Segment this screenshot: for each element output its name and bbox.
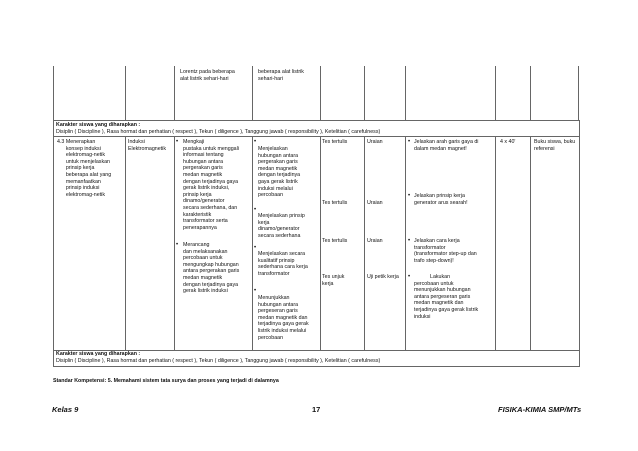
footer-class-label: Kelas 9: [52, 405, 79, 414]
bullet-icon: •: [254, 207, 257, 213]
instrumen-2: Jelaskan prinsip kerja generator arus searah!: [414, 193, 468, 206]
kegiatan-item-1: Mengkaji pustaka untuk menggali informasi tentang hubungan antara pergerakan garis medan magnetik dengan terjadinya gaya gerak listrik induksi, prinsip kerja dinamo/generator secara sederhana, dan karakteristik transformator serta penerapannya: [183, 139, 239, 231]
bentuk-4: Uji petik kerja: [367, 274, 399, 280]
standar-kompetensi: Standar Kompetensi: 5. Memahami sistem tata surya dan proses yang terjadi di dalamnya: [53, 378, 279, 384]
footer-subject-label: FISIKA-KIMIA SMP/MTs: [498, 405, 582, 414]
bullet-icon: •: [176, 139, 179, 145]
indikator-item-3: Menjelaskan secara kualitatif prinsip sederhana cara kerja transformator: [258, 251, 308, 277]
bullet-icon: •: [254, 139, 257, 145]
bullet-icon: •: [254, 288, 257, 294]
instrumen-3: Jelaskan cara kerja transformator (transformator step-up dan trafo step-down)!: [414, 238, 477, 264]
teknik-2: Tes tertulis: [322, 200, 348, 206]
teknik-4: Tes unjuk kerja: [322, 274, 345, 287]
bentuk-1: Uraian: [367, 139, 383, 145]
top-indikator-text: beberapa alat listrik sehari-hari: [258, 69, 304, 82]
bullet-icon: •: [254, 245, 257, 251]
kompetensi-dasar: 4.3 Menerapkan konsep induksi elektromag-netik untuk menjelaskan prinsip kerja beberapa alat yang memanfaatkan prinsip induksi elektromag-netik: [57, 139, 112, 198]
indikator-item-4: Menunjukkan hubungan antara pergeseran garis medan magnetik dan terjadinya gaya gerak listrik induksi melalui percobaan: [258, 295, 309, 341]
indikator-item-2: Menjelaskan prinsip kerja dinamo/generator secara sederhana: [258, 213, 305, 239]
bullet-icon: •: [408, 193, 411, 199]
indikator-item-1: Menjelaskan hubungan antara pergerakan garis medan magnetik dengan terjadinya gaya gerak listrik induksi melalui percobaan: [258, 146, 301, 199]
karakter-section-1: [56, 122, 380, 135]
teknik-3: Tes tertulis: [322, 238, 348, 244]
karakter-section-2: [56, 351, 380, 364]
karakter-text: Disiplin ( Discipline ), Rasa hormat dan perhatian ( respect ), Tekun ( diligence ), Tanggung jawab ( responsibility ), Ketelitian ( carefulness): [56, 128, 381, 135]
bentuk-2: Uraian: [367, 200, 383, 206]
bullet-icon: •: [408, 238, 411, 244]
page-number: 17: [312, 405, 321, 414]
instrumen-1: Jelaskan arah garis gaya di dalam medan magnet!: [414, 139, 479, 152]
sumber-belajar: Buku siswa, buku referensi: [534, 139, 576, 152]
instrumen-4: Lakukan percobaan untuk menunjukkan hubungan antara pergeseran garis medan magnetik dan terjadinya gaya gerak listrik induksi: [414, 274, 479, 320]
alokasi-waktu: 4 x 40': [500, 139, 516, 145]
top-kegiatan-text: Lorentz pada beberapa alat listrik sehari-hari: [180, 69, 235, 82]
kegiatan-item-2: Merancang dan melaksanakan percobaan untuk mengungkap hubungan antara pergerakan garis medan magnetik dengan terjadinya gaya gerak listrik induksi: [183, 242, 240, 295]
bullet-icon: •: [176, 242, 179, 248]
karakter-heading: Karakter siswa yang diharapkan :: [56, 122, 141, 128]
karakter-text: Disiplin ( Discipline ), Rasa hormat dan perhatian ( respect ), Tekun ( diligence ), Tanggung jawab ( responsibility ), Ketelitian ( carefulness): [56, 357, 381, 364]
bullet-icon: •: [408, 274, 411, 280]
bullet-icon: •: [408, 139, 411, 145]
materi-pokok: Induksi Elektromagnetik: [128, 139, 166, 152]
karakter-heading: Karakter siswa yang diharapkan :: [56, 351, 141, 357]
teknik-1: Tes tertulis: [322, 139, 348, 145]
bentuk-3: Uraian: [367, 238, 383, 244]
